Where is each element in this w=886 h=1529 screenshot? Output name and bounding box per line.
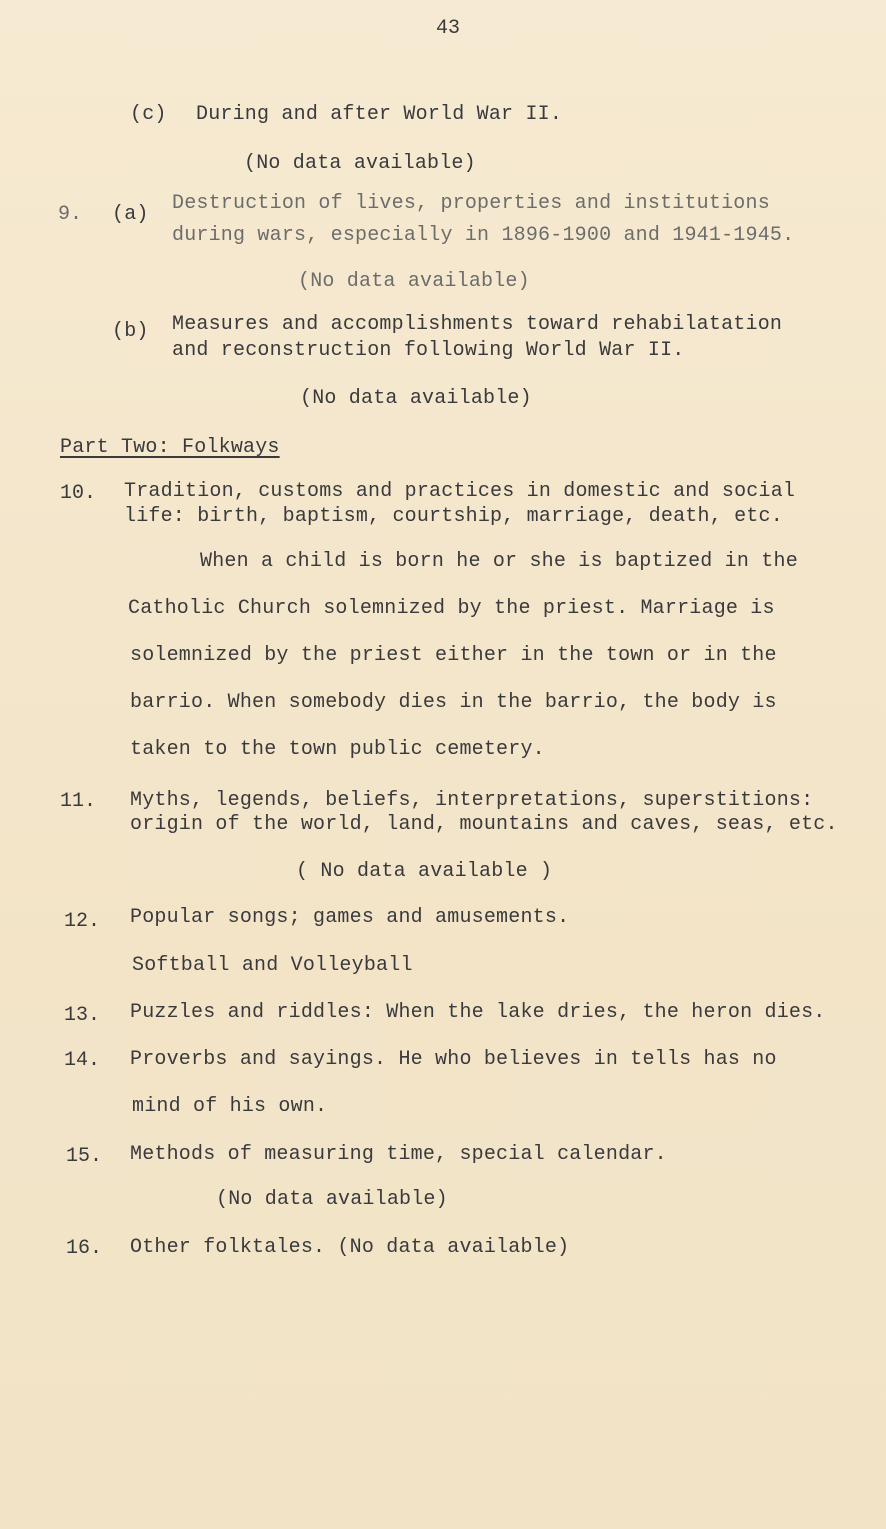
item-12-line-2: Softball and Volleyball	[132, 954, 413, 977]
item-11-line-2: origin of the world, land, mountains and caves, seas, etc.	[130, 813, 838, 836]
item-15-number: 15.	[66, 1145, 103, 1168]
item-12-line-1: Popular songs; games and amusements.	[130, 906, 570, 929]
item-11-note: ( No data available )	[296, 860, 553, 883]
item-9b-note: (No data available)	[300, 387, 532, 410]
item-9a-line-1: Destruction of lives, properties and institutions	[172, 192, 770, 215]
item-9b-line-1: Measures and accomplishments toward rehabilatation	[172, 313, 783, 336]
page-number: 43	[436, 17, 461, 40]
item-10-body-1: When a child is born he or she is baptized in the	[200, 550, 798, 573]
item-9b-line-2: and reconstruction following World War II.	[172, 339, 685, 362]
item-12-number: 12.	[64, 910, 101, 933]
item-c-text: During and after World War II.	[196, 103, 563, 126]
item-9a-label: (a)	[112, 203, 149, 226]
item-c-note: (No data available)	[244, 152, 476, 175]
item-9-number: 9.	[58, 203, 83, 226]
item-10-body-4: barrio. When somebody dies in the barrio, the body is	[130, 691, 777, 714]
item-10-line-1: Tradition, customs and practices in domestic and social	[124, 480, 796, 503]
item-14-line-2: mind of his own.	[132, 1095, 328, 1118]
item-10-body-3: solemnized by the priest either in the town or in the	[130, 644, 777, 667]
item-14-number: 14.	[64, 1049, 101, 1072]
item-9b-label: (b)	[112, 320, 149, 343]
item-10-body-5: taken to the town public cemetery.	[130, 738, 545, 761]
item-16-line-1: Other folktales. (No data available)	[130, 1236, 570, 1259]
item-11-line-1: Myths, legends, beliefs, interpretations, superstitions:	[130, 789, 814, 812]
item-11-number: 11.	[60, 790, 97, 813]
item-9a-line-2: during wars, especially in 1896-1900 and 1941-1945.	[172, 224, 795, 247]
item-10-line-2: life: birth, baptism, courtship, marriage, death, etc.	[124, 505, 783, 528]
item-10-body-2: Catholic Church solemnized by the priest. Marriage is	[128, 597, 775, 620]
item-15-note: (No data available)	[216, 1188, 448, 1211]
part-two-heading: Part Two: Folkways	[60, 436, 280, 459]
item-c-label: (c)	[130, 103, 167, 126]
item-10-number: 10.	[60, 482, 97, 505]
item-13-line-1: Puzzles and riddles: When the lake dries, the heron dies.	[130, 1001, 826, 1024]
item-15-line-1: Methods of measuring time, special calendar.	[130, 1143, 667, 1166]
item-13-number: 13.	[64, 1004, 101, 1027]
item-16-number: 16.	[66, 1237, 103, 1260]
item-14-line-1: Proverbs and sayings. He who believes in tells has no	[130, 1048, 777, 1071]
item-9a-note: (No data available)	[298, 270, 530, 293]
